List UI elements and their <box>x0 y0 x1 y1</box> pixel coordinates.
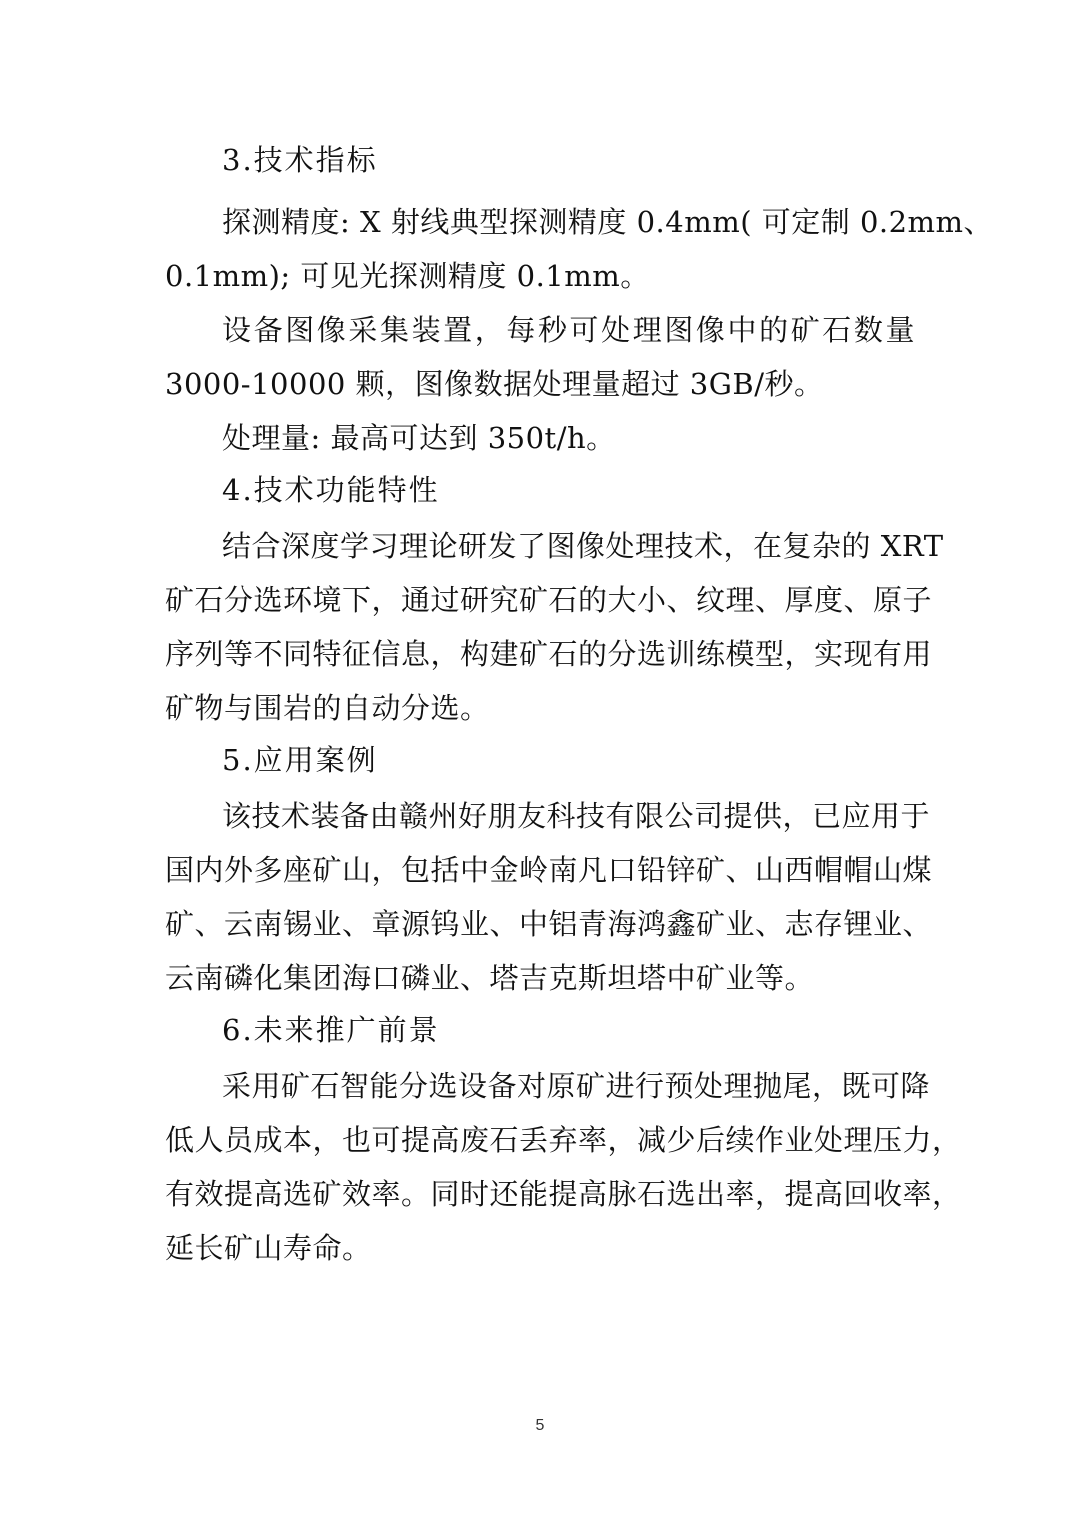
paragraph-line: 云南磷化集团海口磷业、塔吉克斯坦塔中矿业等。 <box>165 961 815 995</box>
paragraph-line: 矿物与围岩的自动分选。 <box>165 691 490 725</box>
paragraph-line: 采用矿石智能分选设备对原矿进行预处理抛尾，既可降 <box>222 1069 931 1103</box>
section-heading-prospects: 6.未来推广前景 <box>222 1013 440 1047</box>
page-number: 5 <box>535 1417 545 1434</box>
paragraph-line: 矿、云南锡业、章源钨业、中铝青海鸿鑫矿业、志存锂业、 <box>165 907 933 941</box>
section-heading-features: 4.技术功能特性 <box>222 473 440 507</box>
section-heading-tech-indicators: 3.技术指标 <box>222 143 378 177</box>
paragraph-line: 低人员成本，也可提高废石丢弃率，减少后续作业处理压力， <box>165 1123 962 1157</box>
paragraph-line: 延长矿山寿命。 <box>165 1231 372 1265</box>
section-heading-cases: 5.应用案例 <box>222 743 378 777</box>
paragraph-line: 处理量: 最高可达到 350t/h。 <box>222 421 616 455</box>
paragraph-line: 有效提高选矿效率。同时还能提高脉石选出率，提高回收率， <box>165 1177 962 1211</box>
paragraph-line: 0.1mm); 可见光探测精度 0.1mm。 <box>165 259 650 293</box>
paragraph-line: 序列等不同特征信息，构建矿石的分选训练模型，实现有用 <box>165 637 933 671</box>
paragraph-line: 国内外多座矿山，包括中金岭南凡口铅锌矿、山西帽帽山煤 <box>165 853 933 887</box>
paragraph-line: 矿石分选环境下，通过研究矿石的大小、纹理、厚度、原子 <box>165 583 933 617</box>
paragraph-line: 该技术装备由赣州好朋友科技有限公司提供，已应用于 <box>222 799 931 833</box>
paragraph-line: 设备图像采集装置，每秒可处理图像中的矿石数量 <box>222 313 915 347</box>
paragraph-line: 结合深度学习理论研发了图像处理技术，在复杂的 XRT <box>222 529 944 563</box>
paragraph-line: 3000-10000 颗，图像数据处理量超过 3GB/秒。 <box>165 367 824 401</box>
paragraph-line: 探测精度: X 射线典型探测精度 0.4mm( 可定制 0.2mm、 <box>222 205 994 239</box>
